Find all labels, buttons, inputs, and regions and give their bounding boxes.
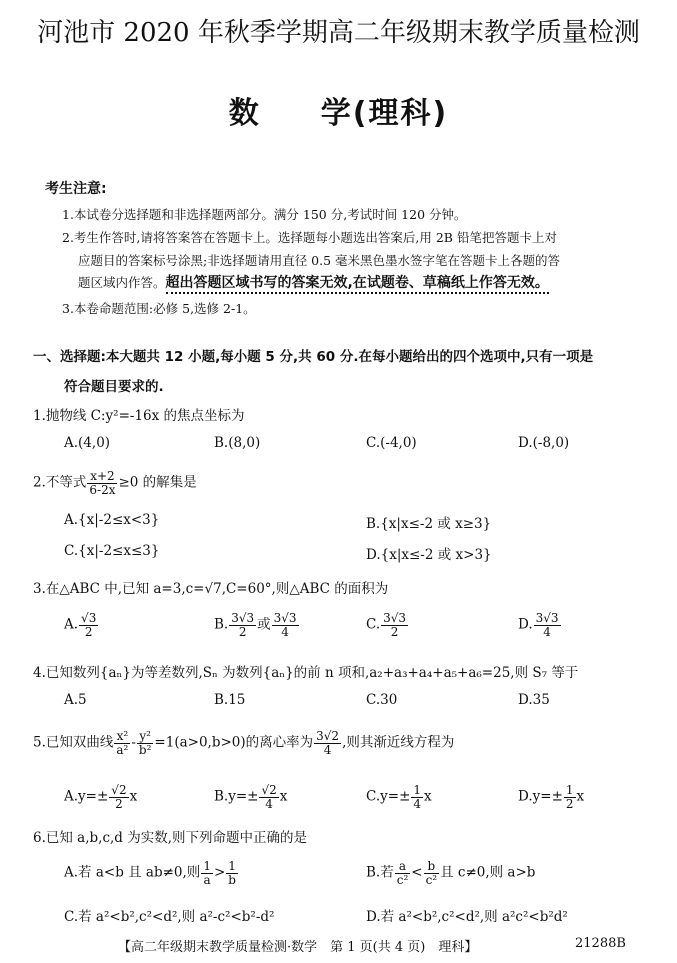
q5-f2-num: y² — [137, 730, 154, 744]
q3-c-fraction — [381, 612, 408, 638]
q6-option-b — [366, 860, 535, 886]
q1-option-a: A.(4,0) — [64, 435, 111, 451]
q1-option-c: C.(-4,0) — [366, 435, 417, 451]
q6-stem: 6.已知 a,b,c,d 为实数,则下列命题中正确的是 — [33, 830, 308, 846]
q5-eccentricity — [314, 730, 341, 756]
q4-option-c: C.30 — [366, 692, 398, 708]
subject-left: 数 — [228, 96, 261, 131]
q3-b-or: 或 — [257, 616, 271, 633]
q3-stem: 3.在△ABC 中,已知 a=3,c=√7,C=60°,则△ABC 的面积为 — [33, 581, 389, 597]
q2-numerator: x+2 — [87, 470, 117, 484]
notice-heading: 考生注意: — [45, 181, 107, 197]
q6-b-fraction-2 — [424, 860, 440, 886]
q2-option-c: C.{x|-2≤x≤3} — [64, 543, 160, 559]
q6-a-d1: a — [203, 872, 211, 887]
q6-a-n2: 1 — [226, 860, 238, 874]
q3-d-den: 4 — [543, 624, 551, 639]
q4-stem: 4.已知数列{aₙ}为等差数列,Sₙ 为数列{aₙ}的前 n 项和,a₂+a₃+a₄+a₅+a₆=25,则 S₇ 等于 — [33, 665, 579, 681]
q3-b-num2: 3√3 — [273, 611, 297, 625]
q5-c-num: 1 — [413, 783, 422, 797]
q4-option-d: D.35 — [518, 692, 550, 708]
q6-b-d2: c² — [425, 872, 438, 887]
q6-b-n2: b — [424, 860, 440, 874]
q6-b-post: 且 c≠0,则 a>b — [440, 864, 536, 881]
q6-b-mid: < — [411, 864, 423, 881]
paper-code: 21288B — [575, 936, 626, 951]
q6-b-n1: a — [395, 860, 411, 874]
q5-option-c — [366, 784, 432, 810]
q6-option-a — [64, 860, 239, 886]
q3-option-a — [64, 612, 99, 638]
q3-a-num: √3 — [81, 611, 97, 625]
q3-b-num1: 3√3 — [231, 611, 255, 625]
q5-stem-post: ,则其渐近线方程为 — [342, 734, 455, 751]
q5-c-fraction — [411, 784, 423, 810]
q6-a-pre: A.若 a<b 且 ab≠0,则 — [64, 864, 201, 881]
q5-c-pre: C.y=± — [366, 788, 411, 805]
subject-title — [0, 88, 677, 132]
q3-c-num: 3√3 — [383, 611, 407, 625]
q3-a-label: A. — [64, 616, 79, 633]
q5-a-pre: A.y=± — [64, 788, 109, 805]
q6-option-d: D.若 a²<b²,c²<d²,则 a²c²<b²d² — [366, 909, 568, 925]
notice-item-3: 3.本卷命题范围:必修 5,选修 2-1。 — [62, 301, 256, 316]
q5-option-a — [64, 784, 137, 810]
notice-item-2-line-2: 应题目的答案标号涂黑;非选择题请用直径 0.5 毫米黑色墨水签字笔在答题卡上各题的答 — [78, 253, 561, 268]
q6-b-fraction-1 — [395, 860, 411, 886]
q3-d-fraction — [534, 612, 561, 638]
q5-a-fraction — [109, 784, 128, 810]
q3-d-label: D. — [518, 616, 533, 633]
notice-item-2-line-3 — [78, 272, 549, 292]
q5-d-num: 1 — [565, 783, 574, 797]
notice-item-2-line-3a: 题区域内作答。 — [78, 275, 166, 290]
q5-option-d — [518, 784, 584, 810]
q5-d-fraction — [564, 784, 576, 810]
q6-a-fraction-2 — [226, 860, 238, 886]
q6-a-d2: b — [228, 872, 236, 887]
q1-stem: 1.抛物线 C:y²=-16x 的焦点坐标为 — [33, 408, 245, 424]
q5-stem-pre: 5.已知双曲线 — [33, 734, 114, 751]
q5-d-post: x — [576, 788, 585, 805]
q2-stem — [33, 470, 197, 496]
q6-a-n1: 1 — [203, 859, 211, 873]
q3-b-fraction-2 — [272, 612, 299, 638]
q5-b-den: 4 — [265, 796, 273, 811]
q5-b-pre: B.y=± — [214, 788, 259, 805]
q5-option-b — [214, 784, 287, 810]
q5-f1-num: x² — [114, 730, 130, 744]
q3-option-b — [214, 612, 300, 638]
q3-b-label: B. — [214, 616, 229, 633]
q5-f2-den: b² — [138, 742, 152, 757]
q3-option-c — [366, 612, 409, 638]
exam-title: 河池市 2020 年秋季学期高二年级期末教学质量检测 — [37, 18, 640, 48]
notice-item-2-line-1: 2.考生作答时,请将答案答在答题卡上。选择题每小题选出答案后,用 2B 铅笔把答题卡上对 — [62, 230, 557, 245]
q6-option-c: C.若 a²<b²,c²<d²,则 a²-c²<b²-d² — [64, 909, 275, 925]
q5-minus: - — [131, 734, 136, 751]
q5-stem-mid: =1(a>0,b>0)的离心率为 — [154, 734, 314, 751]
q5-b-post: x — [279, 788, 288, 805]
q3-b-den1: 2 — [238, 624, 247, 639]
q5-c-post: x — [424, 788, 432, 805]
q3-a-den: 2 — [84, 624, 93, 639]
q3-b-den2: 4 — [281, 624, 289, 639]
q2-fraction — [87, 470, 117, 496]
q2-stem-pre: 2.不等式 — [33, 474, 87, 491]
q2-denominator: 6-2x — [89, 482, 116, 497]
q3-option-d — [518, 612, 562, 638]
q5-a-num: √2 — [111, 783, 127, 797]
q1-option-b: B.(8,0) — [214, 435, 261, 451]
q5-d-den: 2 — [565, 796, 574, 811]
q5-fraction-2 — [137, 730, 154, 756]
q5-a-den: 2 — [115, 796, 123, 811]
q1-option-d: D.(-8,0) — [518, 435, 570, 451]
q2-option-d: D.{x|x≤-2 或 x>3} — [366, 547, 492, 563]
q2-option-b: B.{x|x≤-2 或 x≥3} — [366, 516, 492, 532]
q3-c-den: 2 — [390, 624, 399, 639]
q5-f1-den: a² — [116, 742, 129, 757]
q5-c-den: 4 — [413, 796, 422, 811]
q6-b-pre: B.若 — [366, 864, 394, 881]
q5-fraction-1 — [114, 730, 130, 756]
q5-d-pre: D.y=± — [518, 788, 563, 805]
q3-b-fraction-1 — [229, 612, 256, 638]
q3-c-label: C. — [366, 616, 381, 633]
q4-option-b: B.15 — [214, 692, 246, 708]
q5-a-post: x — [129, 788, 138, 805]
q3-a-fraction — [79, 612, 98, 638]
q6-b-d1: c² — [396, 872, 409, 887]
q2-stem-post: ≥0 的解集是 — [118, 474, 197, 491]
section-1-line-1: 一、选择题:本大题共 12 小题,每小题 5 分,共 60 分.在每小题给出的四个选项中,只有一项是 — [33, 349, 594, 365]
notice-item-1: 1.本试卷分选择题和非选择题两部分。满分 150 分,考试时间 120 分钟。 — [62, 207, 467, 222]
section-1-line-2: 符合题目要求的. — [64, 379, 164, 395]
q5-b-fraction — [259, 784, 278, 810]
notice-warning: 超出答题区域书写的答案无效,在试题卷、草稿纸上作答无效。 — [166, 275, 549, 294]
q6-a-fraction-1 — [201, 860, 213, 886]
q3-d-num: 3√3 — [535, 611, 559, 625]
q2-option-a: A.{x|-2≤x<3} — [64, 512, 160, 528]
subject-right: 学(理科) — [320, 96, 449, 131]
q6-a-mid: > — [213, 864, 226, 881]
q5-stem — [33, 730, 454, 756]
q5-e-den: 4 — [323, 742, 332, 757]
q5-b-num: √2 — [261, 783, 277, 797]
page-footer: 【高二年级期末教学质量检测·数学 第 1 页(共 4 页) 理科】 — [118, 940, 478, 955]
q4-option-a: A.5 — [64, 692, 87, 708]
q5-e-num: 3√2 — [316, 729, 340, 743]
